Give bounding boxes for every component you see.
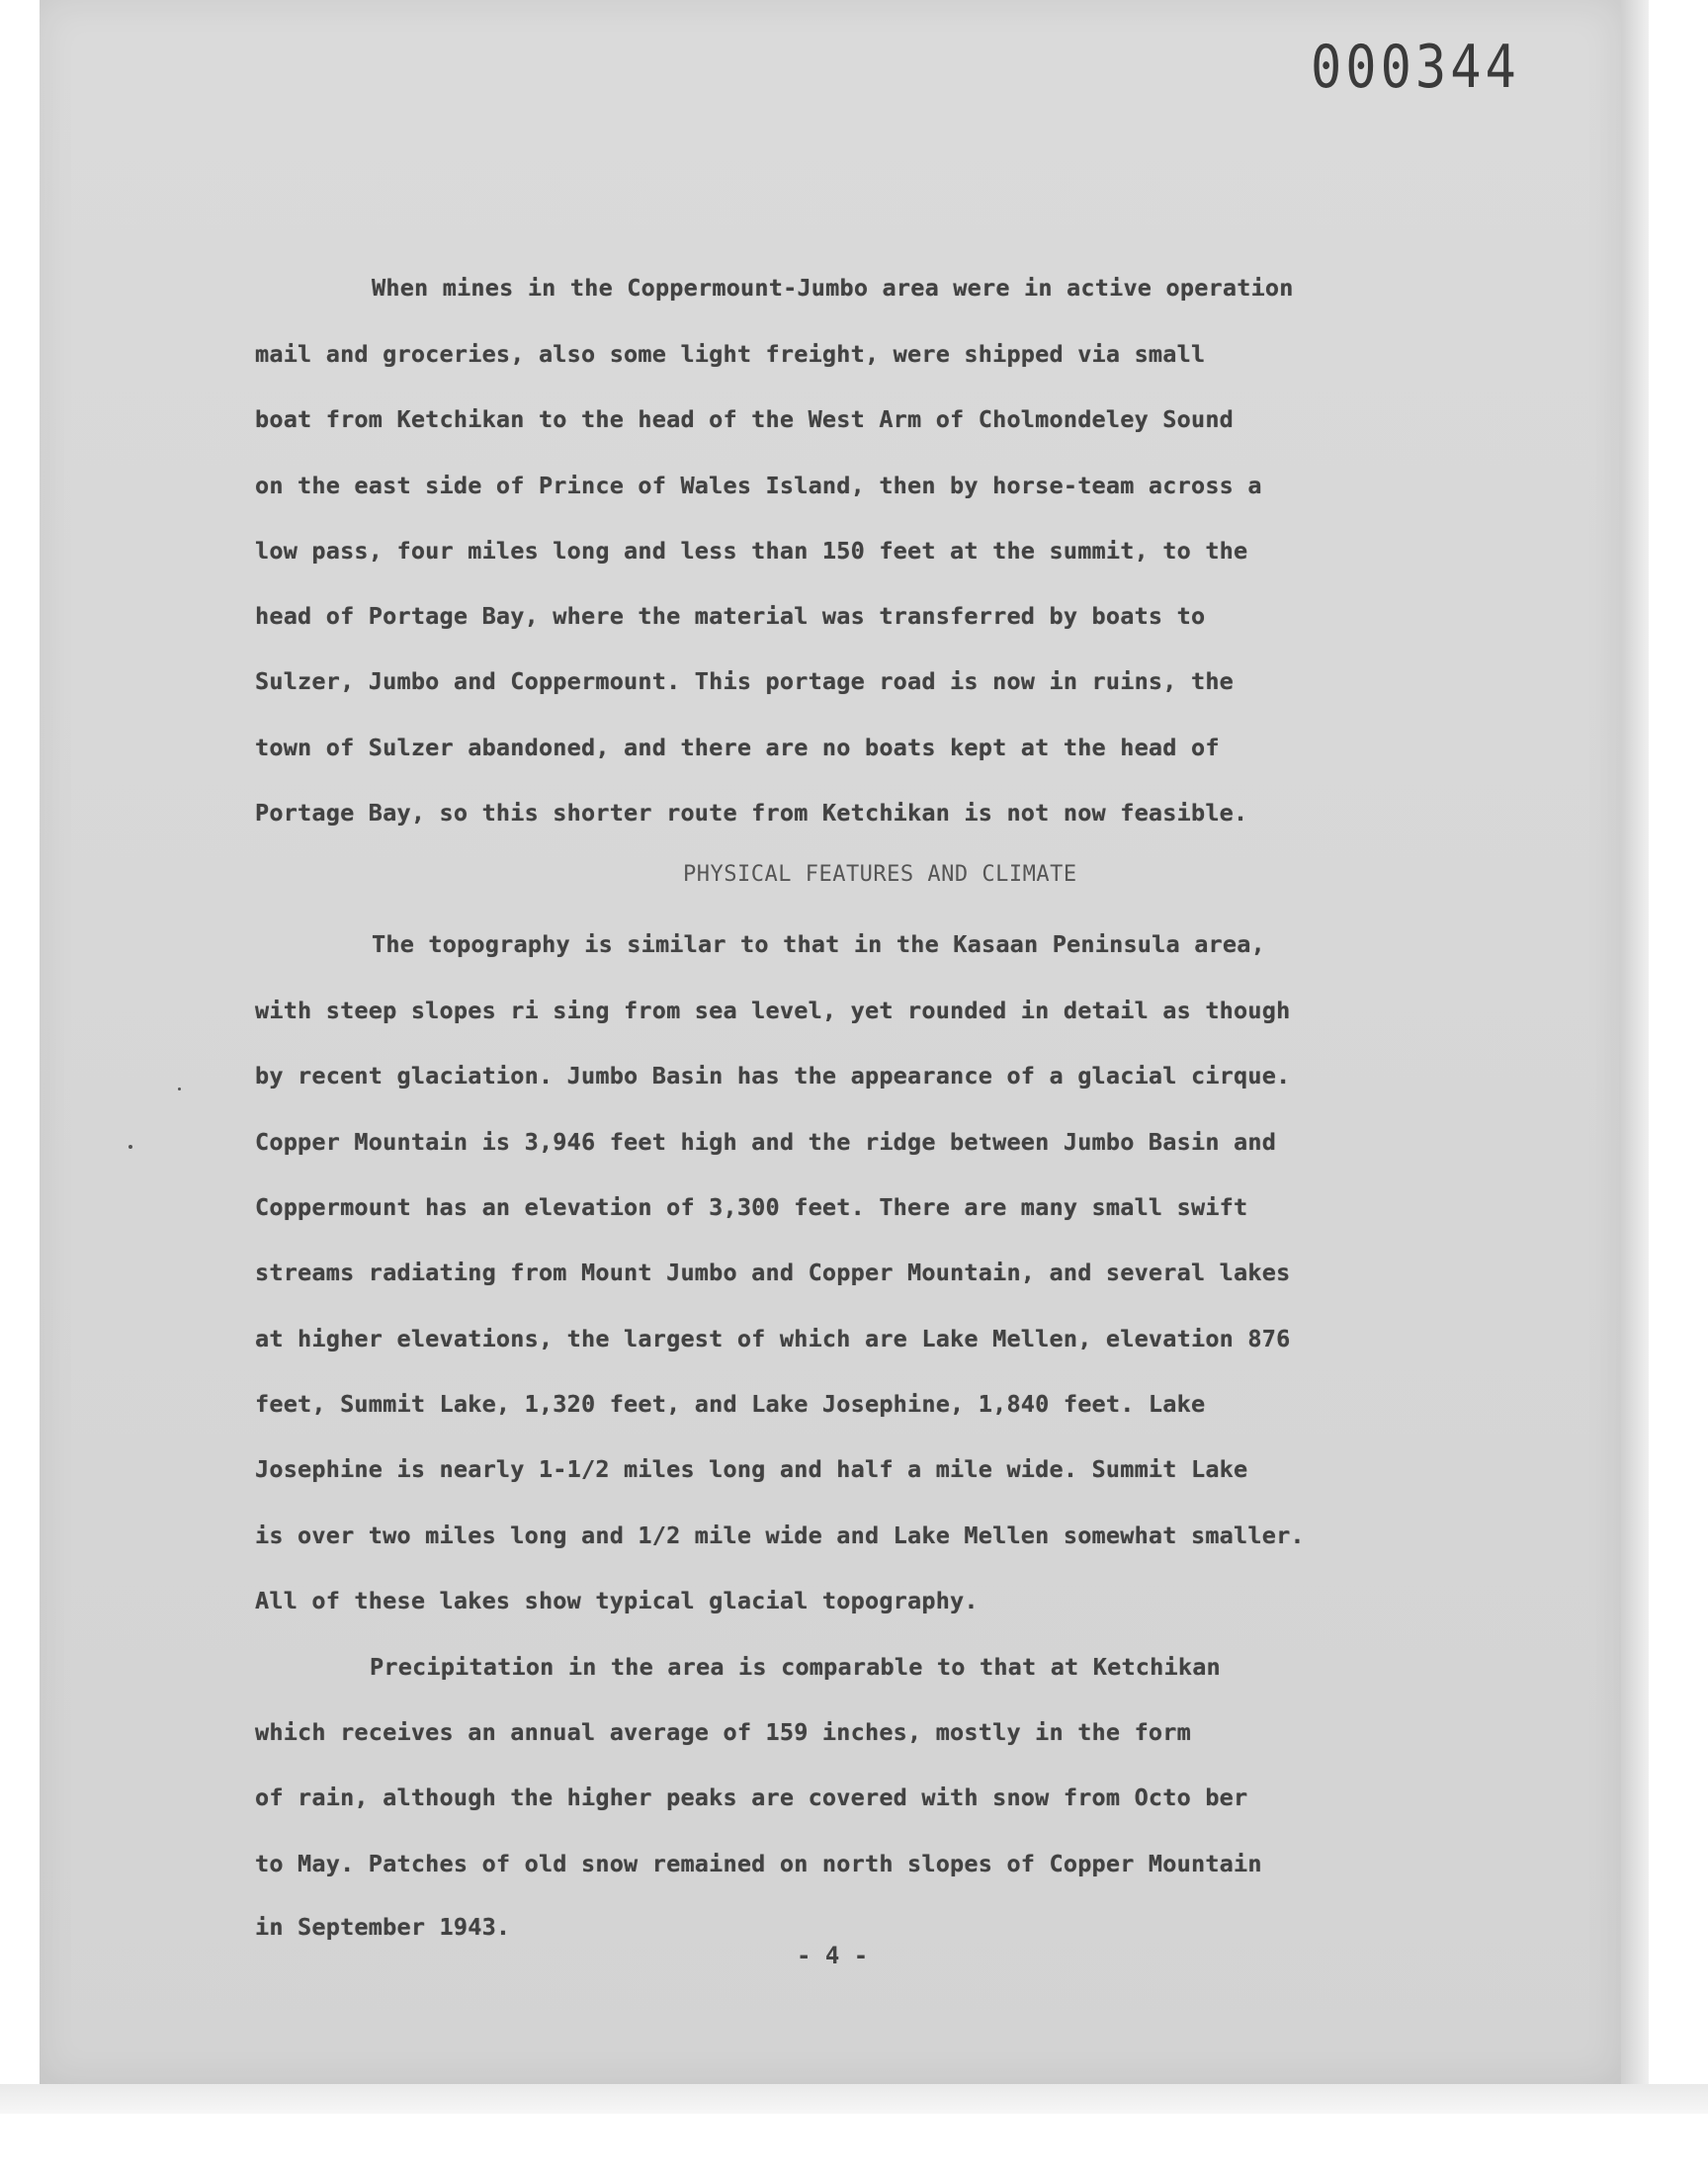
paragraph-2-line-11: All of these lakes show typical glacial topography. xyxy=(255,1587,979,1614)
paper-sheet xyxy=(40,0,1621,2084)
paragraph-3-line-2: which receives an annual average of 159 inches, mostly in the form xyxy=(255,1718,1191,1746)
paragraph-1-line-3: boat from Ketchikan to the head of the West Arm of Cholmondeley Sound xyxy=(255,405,1235,433)
paragraph-2-line-8: feet, Summit Lake, 1,320 feet, and Lake Josephine, 1,840 feet. Lake xyxy=(255,1390,1206,1418)
paragraph-3-line-5: in September 1943. xyxy=(255,1913,511,1941)
paragraph-3-line-4: to May. Patches of old snow remained on north slopes of Copper Mountain xyxy=(255,1850,1262,1877)
paragraph-2-line-6: streams radiating from Mount Jumbo and Copper Mountain, and several lakes xyxy=(255,1259,1291,1286)
paragraph-1-line-4: on the east side of Prince of Wales Island, then by horse-team across a xyxy=(255,472,1262,499)
paragraph-2-line-10: is over two miles long and 1/2 mile wide and Lake Mellen somewhat smaller. xyxy=(255,1522,1305,1549)
paragraph-1-line-7: Sulzer, Jumbo and Coppermount. This portage road is now in ruins, the xyxy=(255,667,1235,695)
paragraph-2-line-4: Copper Mountain is 3,946 feet high and the ridge between Jumbo Basin and xyxy=(255,1128,1277,1156)
section-heading: PHYSICAL FEATURES AND CLIMATE xyxy=(683,862,1077,887)
document-stamp-number: 000344 xyxy=(1311,34,1520,102)
paragraph-1-line-8: town of Sulzer abandoned, and there are no boats kept at the head of xyxy=(255,734,1220,761)
paragraph-1-line-5: low pass, four miles long and less than 150 feet at the summit, to the xyxy=(255,537,1248,565)
paper-speck xyxy=(178,1088,181,1090)
paragraph-3-line-3: of rain, although the higher peaks are covered with snow from Octo ber xyxy=(255,1784,1248,1811)
paragraph-2-line-2: with steep slopes ri sing from sea level, yet rounded in detail as though xyxy=(255,997,1291,1024)
page-number: - 4 - xyxy=(797,1942,869,1969)
scan-bottom-strip xyxy=(0,2084,1708,2114)
paragraph-1-line-9: Portage Bay, so this shorter route from Ketchikan is not now feasible. xyxy=(255,799,1248,826)
paragraph-2-line-9: Josephine is nearly 1-1/2 miles long and half a mile wide. Summit Lake xyxy=(255,1455,1248,1483)
paper-edge xyxy=(1621,0,1649,2084)
paragraph-1-line-6: head of Portage Bay, where the material was transferred by boats to xyxy=(255,602,1206,630)
paragraph-2-line-5: Coppermount has an elevation of 3,300 feet. There are many small swift xyxy=(255,1193,1248,1221)
paragraph-2-line-7: at higher elevations, the largest of which are Lake Mellen, elevation 876 xyxy=(255,1325,1291,1352)
paragraph-2-line-1: The topography is similar to that in the Kasaan Peninsula area, xyxy=(372,930,1265,958)
paragraph-3-line-1: Precipitation in the area is comparable to that at Ketchikan xyxy=(370,1653,1221,1681)
paragraph-1-line-1: When mines in the Coppermount-Jumbo area were in active operation xyxy=(372,274,1294,302)
paper-speck xyxy=(128,1145,132,1149)
paragraph-1-line-2: mail and groceries, also some light freight, were shipped via small xyxy=(255,340,1206,368)
paragraph-2-line-3: by recent glaciation. Jumbo Basin has the appearance of a glacial cirque. xyxy=(255,1062,1291,1089)
